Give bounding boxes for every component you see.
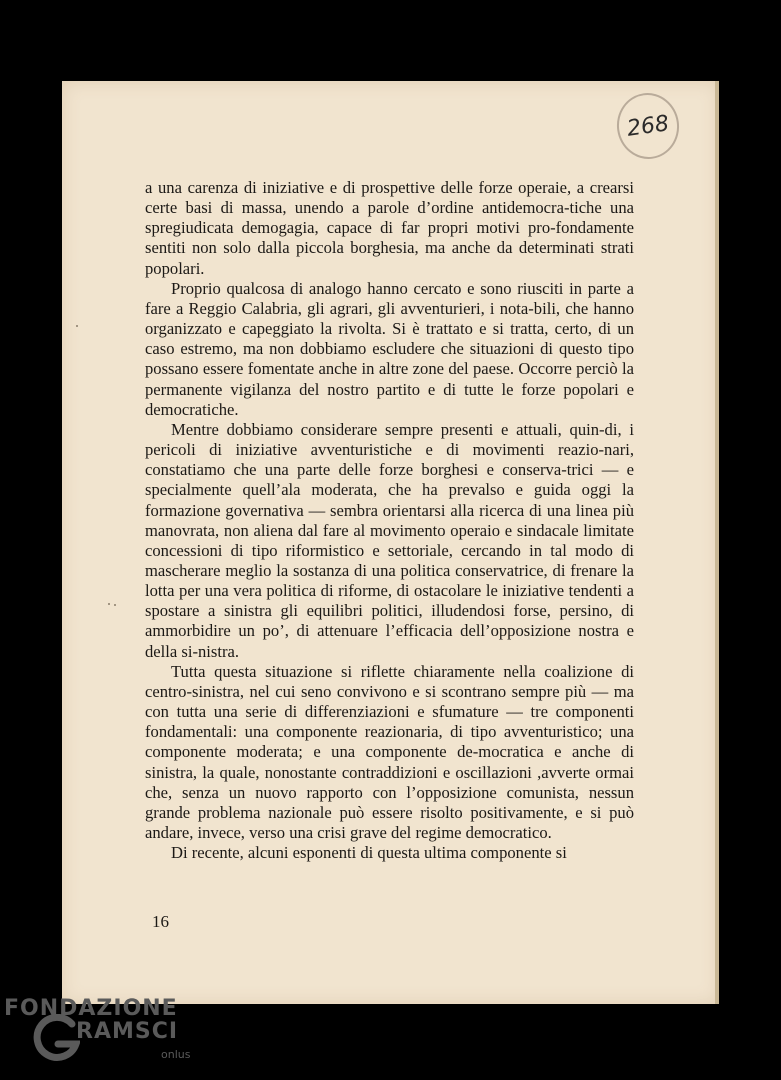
paper-speck	[108, 603, 110, 605]
paper-speck	[76, 325, 78, 327]
gramsci-g-logo-icon	[32, 1014, 80, 1062]
fondazione-gramsci-watermark	[4, 994, 194, 1074]
page-number: 16	[152, 912, 169, 931]
paragraph-2: Proprio qualcosa di analogo hanno cercato e sono riusciti in parte a fare a Reggio Calabria, gli agrari, gli avventurieri, i nota-bili, che hanno organizzato e capeggiato la rivolta. Si è trattato e si tratta, certo, di un caso estremo, ma non dobbiamo escludere che situazioni di questo tipo possano essere fomentate anche in altre zone del paese. Occorre perciò la permanente vigilanza del nostro partito e di tutte le forze popolari e democratiche.	[145, 278, 634, 419]
paragraph-5: Di recente, alcuni esponenti di questa ultima componente si	[171, 843, 567, 863]
paragraph-3: Mentre dobbiamo considerare sempre presenti e attuali, quin-di, i pericoli di iniziative avventuristiche e di movimenti reazio-nari, constatiamo che una parte delle forze borghesi e conserva-trici — e specialmente quell’ala moderata, che ha prevalso e guida oggi la formazione governativa — sembra orientarsi alla ricerca di una linea più manovrata, non aliena dal fare al movimento operaio e sindacale limitate concessioni di tipo riformistico e settoriale, cercando in tal modo di mascherare meglio la sostanza di una politica conservatrice, di frenare la lotta per una vera politica di riforme, di ostacolare le iniziative tendenti a spostare a sinistra gli equilibri politici, illudendosi forse, persino, di ammorbidire un po’, di attenuare l’efficacia dell’opposizione nostra e della si-nistra.	[145, 419, 634, 661]
document-page	[62, 81, 719, 1004]
page-edge	[715, 81, 719, 1004]
watermark-suffix: onlus	[161, 1048, 191, 1061]
paragraph-4: Tutta questa situazione si riflette chiaramente nella coalizione di centro-sinistra, nel cui seno convivono e si scontrano sempre più — ma con tutta una serie di differenziazioni e sfumature — tre componenti fondamentali: una componente reazionaria, di tipo avventuristico; una componente moderata; e una componente de-mocratica e anche di sinistra, la quale, nonostante contraddizioni e oscillazioni ,avverte ormai che, senza un nuovo rapporto con l’opposizione comunista, nessun grande problema nazionale può essere risolto positivamente, e si può andare, invece, verso una crisi grave del regime democratico.	[145, 661, 634, 842]
archive-number: 268	[625, 110, 671, 142]
watermark-line2: RAMSCI	[76, 1019, 179, 1044]
archive-number-stamp	[613, 89, 684, 163]
watermark-line1: FONDAZIONE	[4, 996, 178, 1021]
paragraph-1: a una carenza di iniziative e di prospettive delle forze operaie, a crearsi certe basi di massa, unendo a parole d’ordine antidemocra-tiche una spregiudicata demogagia, capace di far propri motivi pro-fondamente sentiti non solo dalla piccola borghesia, ma anche da determinati strati popolari.	[145, 178, 634, 278]
paper-speck	[114, 604, 116, 606]
body-text	[145, 178, 634, 863]
